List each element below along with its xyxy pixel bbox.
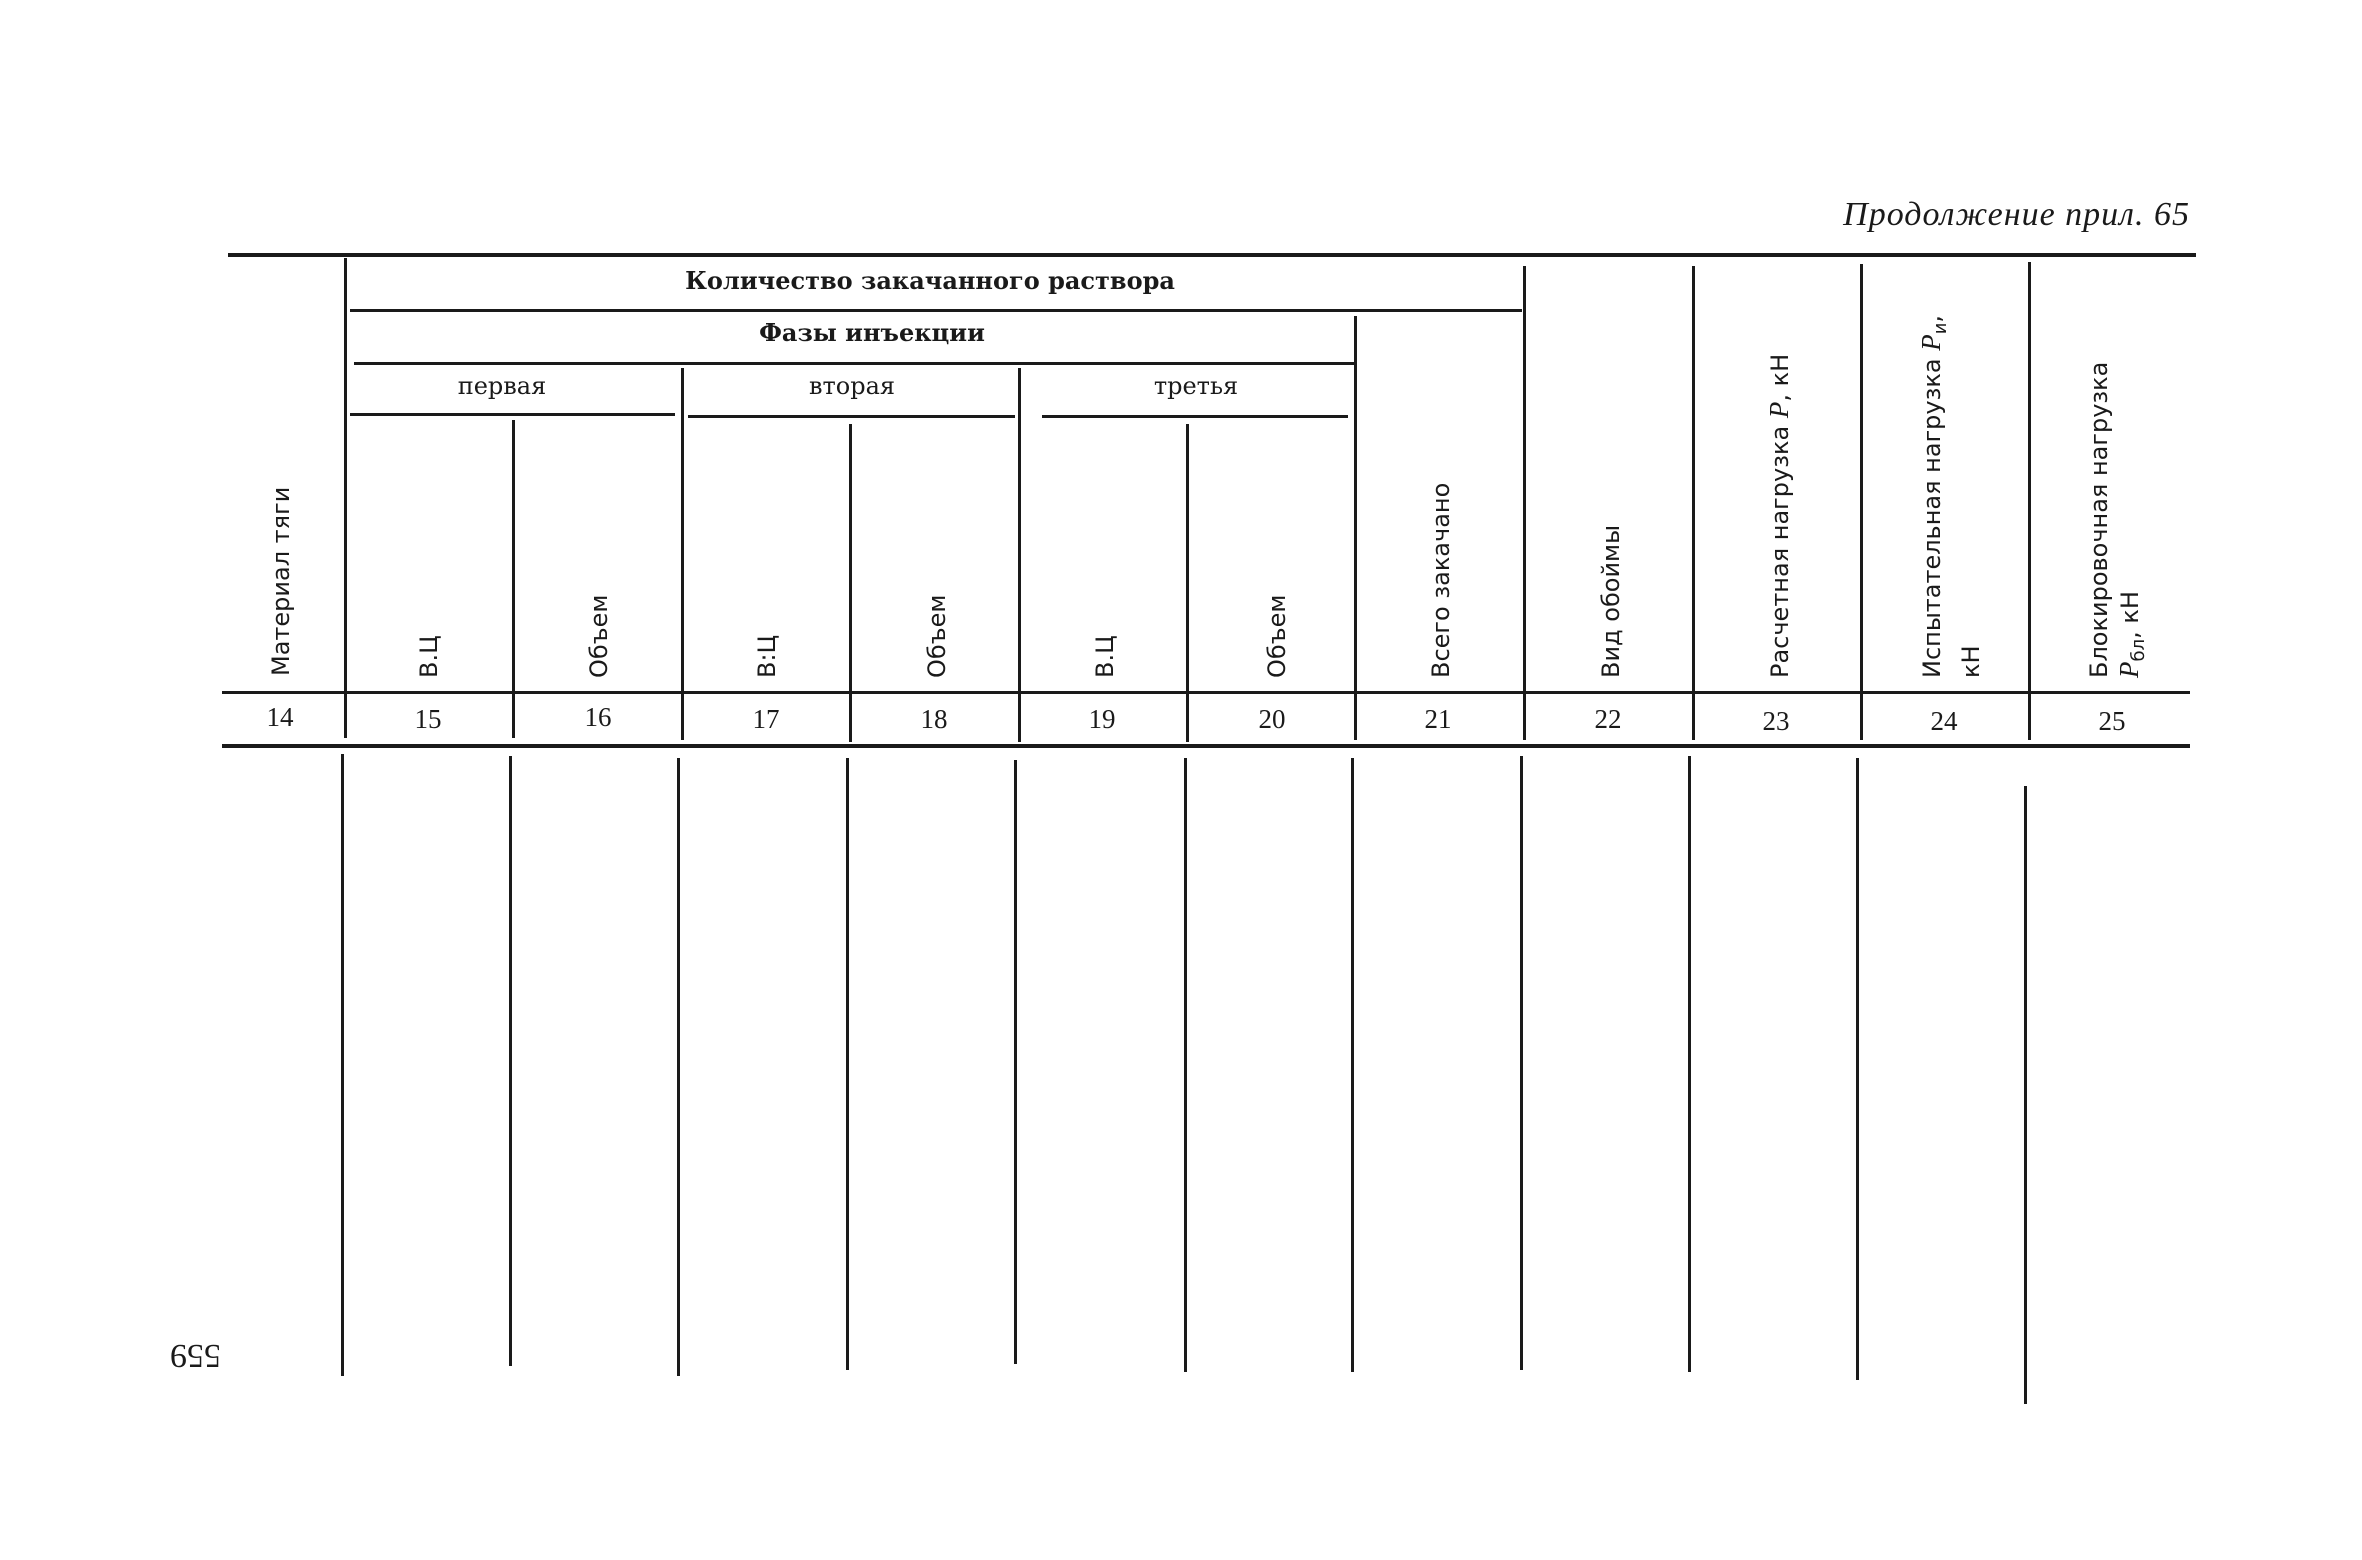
col-label-25 [2084, 362, 2154, 678]
phase-second-rule [688, 415, 1015, 418]
col-divider-21-22 [1523, 266, 1526, 740]
col-label-24-text: Испытательная нагрузка [1918, 358, 1946, 678]
body-divider-11 [2024, 786, 2027, 1404]
col-divider-14-15 [344, 258, 347, 738]
col-number-25: 25 [2098, 706, 2126, 736]
col-label-22: Вид обоймы [1597, 524, 1625, 678]
numbers-bottom-rule [222, 744, 2190, 748]
page-number: 559 [170, 1337, 221, 1374]
col-label-23 [1764, 354, 1795, 678]
col-divider-24-25 [2028, 262, 2031, 740]
col-label-23-text: Расчетная нагрузка [1766, 425, 1794, 678]
col-label-18: Объем [923, 594, 951, 678]
col-divider-16-17 [681, 368, 684, 740]
col-divider-22-23 [1692, 266, 1695, 740]
phase-first-rule [350, 413, 675, 416]
col-number-19: 19 [1088, 704, 1116, 734]
header-quantity: Количество закачанного раствора [685, 266, 1175, 295]
header-phase-third: третья [1153, 372, 1239, 400]
col-number-22: 22 [1594, 704, 1622, 734]
col-label-25-sub: бл [2127, 638, 2149, 662]
col-label-24-unit: кН [1956, 645, 1985, 678]
col-number-18: 18 [920, 704, 948, 734]
col-label-24-symbol: P [1916, 334, 1946, 351]
col-divider-17-18 [849, 424, 852, 742]
col-label-23-unit: , кН [1766, 353, 1794, 402]
col-divider-15-16 [512, 420, 515, 738]
body-divider-1 [341, 754, 344, 1376]
phases-group-rule [354, 362, 1354, 365]
col-label-17: В:Ц [753, 634, 781, 678]
body-divider-6 [1184, 758, 1187, 1372]
body-divider-10 [1856, 758, 1859, 1380]
col-number-20: 20 [1258, 704, 1286, 734]
header-phase-second: вторая [808, 372, 896, 400]
col-number-23: 23 [1762, 706, 1790, 736]
col-label-25-symbol: P [2114, 661, 2144, 678]
body-divider-5 [1014, 760, 1017, 1364]
col-label-25-text: Блокировочная нагрузка [2085, 361, 2113, 678]
table-top-rule [228, 253, 2196, 257]
col-label-19: В.Ц [1091, 635, 1119, 678]
body-divider-3 [677, 758, 680, 1376]
col-label-20: Объем [1263, 594, 1291, 678]
header-bottom-rule [222, 691, 2190, 694]
col-label-24-sub: и [1929, 322, 1951, 335]
header-phases: Фазы инъекции [759, 318, 985, 347]
phase-third-rule [1042, 415, 1348, 418]
col-number-16: 16 [584, 702, 612, 732]
col-divider-19-20 [1186, 424, 1189, 742]
header-phase-first: первая [457, 372, 547, 400]
col-divider-18-19 [1018, 368, 1021, 742]
col-label-23-symbol: P [1764, 401, 1794, 419]
body-divider-2 [509, 756, 512, 1366]
col-divider-20-21 [1354, 316, 1357, 740]
col-label-25-unit: , кН [2116, 591, 2144, 639]
body-divider-8 [1520, 756, 1523, 1370]
table-caption: Продолжение прил. 65 [1843, 196, 2190, 233]
col-label-14: Материал тяги [267, 486, 295, 676]
col-label-15: В.Ц [415, 635, 443, 678]
col-number-15: 15 [414, 704, 442, 734]
col-number-14: 14 [266, 702, 294, 732]
quantity-group-rule [350, 309, 1522, 312]
col-label-24: Испытательная нагрузка $P_и$, кН [1916, 314, 1985, 678]
body-divider-7 [1351, 758, 1354, 1372]
col-number-24: 24 [1930, 706, 1958, 736]
col-label-21: Всего закачано [1427, 482, 1455, 678]
col-number-17: 17 [752, 704, 780, 734]
body-divider-4 [846, 758, 849, 1370]
col-number-21: 21 [1424, 704, 1452, 734]
col-divider-23-24 [1860, 264, 1863, 740]
body-divider-9 [1688, 756, 1691, 1372]
col-label-16: Объем [585, 594, 613, 678]
